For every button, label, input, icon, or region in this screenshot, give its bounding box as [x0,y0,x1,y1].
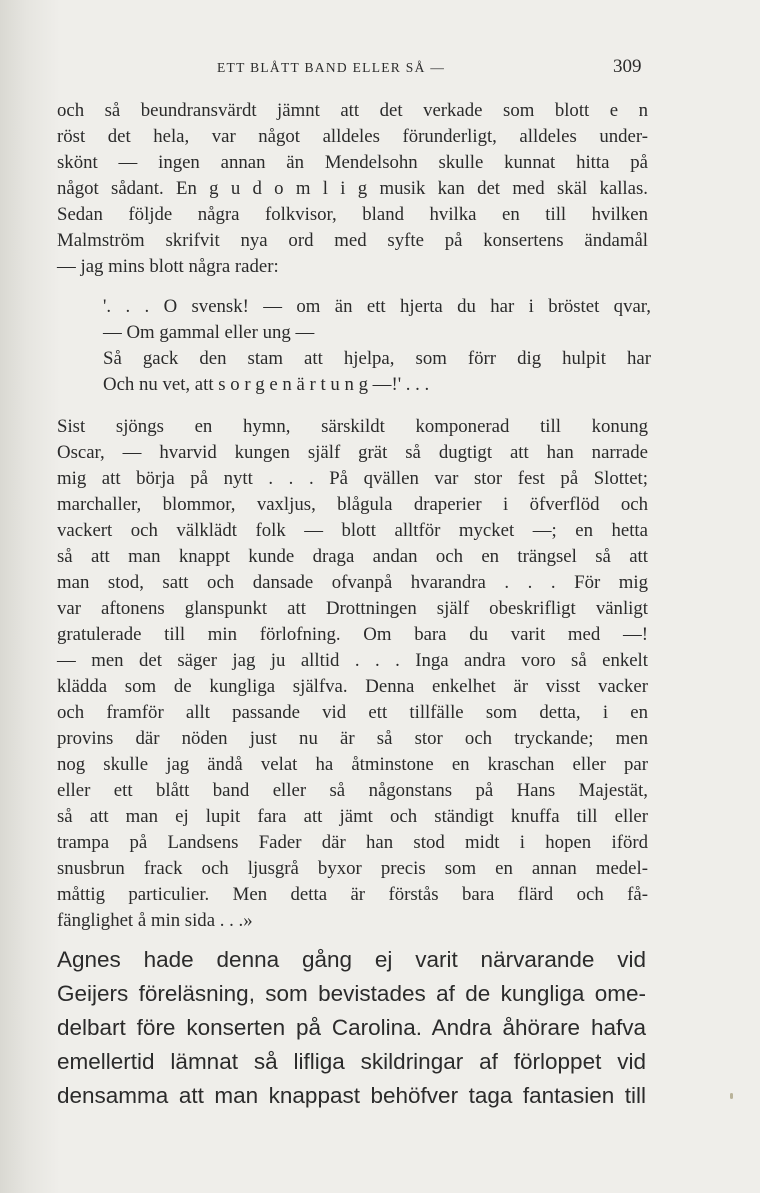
body-line: skönt — ingen annan än Mendelsohn skulle kunnat hitta på [57,152,648,173]
body-line: måttig particulier. Men detta är förstås bara flärd och få- [57,884,648,905]
body-line: fänglighet å min sida . . .» [57,910,253,931]
body-line: eller ett blått band eller så någonstans på Hans Majestät, [57,780,648,801]
body-line: mig att börja på nytt . . . På qvällen var stor fest på Slottet; [57,468,648,489]
running-title: ETT BLÅTT BAND ELLER SÅ — [217,60,446,75]
body-line: Sedan följde några folkvisor, bland hvilka en till hvilken [57,204,648,225]
verse-line: Och nu vet, att s o r g e n ä r t u n g —!' . . . [103,374,430,395]
narrative-line: densamma att man knappast behöfver taga fantasien till [57,1083,646,1108]
verse-line: '. . . O svensk! — om än ett hjerta du har i bröstet qvar, [103,296,651,317]
narrative-line: Agnes hade denna gång ej varit närvarande vid [57,947,646,972]
body-line: marchaller, blommor, vaxljus, blågula draperier i öfverflöd och [57,494,648,515]
body-line: provins där nöden just nu är så stor och tryckande; men [57,728,648,749]
body-line: Oscar, — hvarvid kungen själf grät så dugtigt att han narrade [57,442,648,463]
body-line: Sist sjöngs en hymn, särskildt komponerad till konung [57,416,648,437]
body-line: — men det säger jag ju alltid . . . Inga andra voro så enkelt [57,650,648,671]
paper-speck [730,1093,733,1099]
body-line: så att man ej lupit fara att jämt och ständigt knuffa till eller [57,806,648,827]
page-gutter-shadow [0,0,60,1193]
body-line: något sådant. En g u d o m l i g musik kan det med skäl kallas. [57,178,648,199]
body-line: och så beundransvärdt jämnt att det verkade som blott e n [57,100,648,121]
verse-line: — Om gammal eller ung — [103,322,315,343]
body-line: Malmström skrifvit nya ord med syfte på konsertens ändamål [57,230,648,251]
body-line: snusbrun frack och ljusgrå byxor precis som en annan medel- [57,858,648,879]
body-line: klädda som de kungliga själfva. Denna enkelhet är visst vacker [57,676,648,697]
body-line: och framför allt passande vid ett tillfälle som detta, i en [57,702,648,723]
narrative-line: Geijers föreläsning, som bevistades af de kungliga ome- [57,981,646,1006]
body-line: gratulerade till min förlofning. Om bara du varit med —! [57,624,648,645]
body-line: nog skulle jag ändå velat ha åtminstone en kraschan eller par [57,754,648,775]
body-line: var aftonens glanspunkt att Drottningen själf obeskrifligt vänligt [57,598,648,619]
body-line: vackert och välklädt folk — blott alltför mycket —; en hetta [57,520,648,541]
body-line: man stod, satt och dansade ofvanpå hvarandra . . . För mig [57,572,648,593]
body-line: — jag mins blott några rader: [57,256,279,277]
page-number: 309 [613,56,642,77]
narrative-line: delbart före konserten på Carolina. Andra åhörare hafva [57,1015,646,1040]
narrative-line: emellertid lämnat så lifliga skildringar af förloppet vid [57,1049,646,1074]
running-header [0,56,760,86]
body-line: så att man knappt kunde draga andan och en trängsel så att [57,546,648,567]
body-line: trampa på Landsens Fader där han stod midt i hopen iförd [57,832,648,853]
verse-line: Så gack den stam att hjelpa, som förr dig hulpit har [103,348,651,369]
body-line: röst det hela, var något alldeles förunderligt, alldeles under- [57,126,648,147]
